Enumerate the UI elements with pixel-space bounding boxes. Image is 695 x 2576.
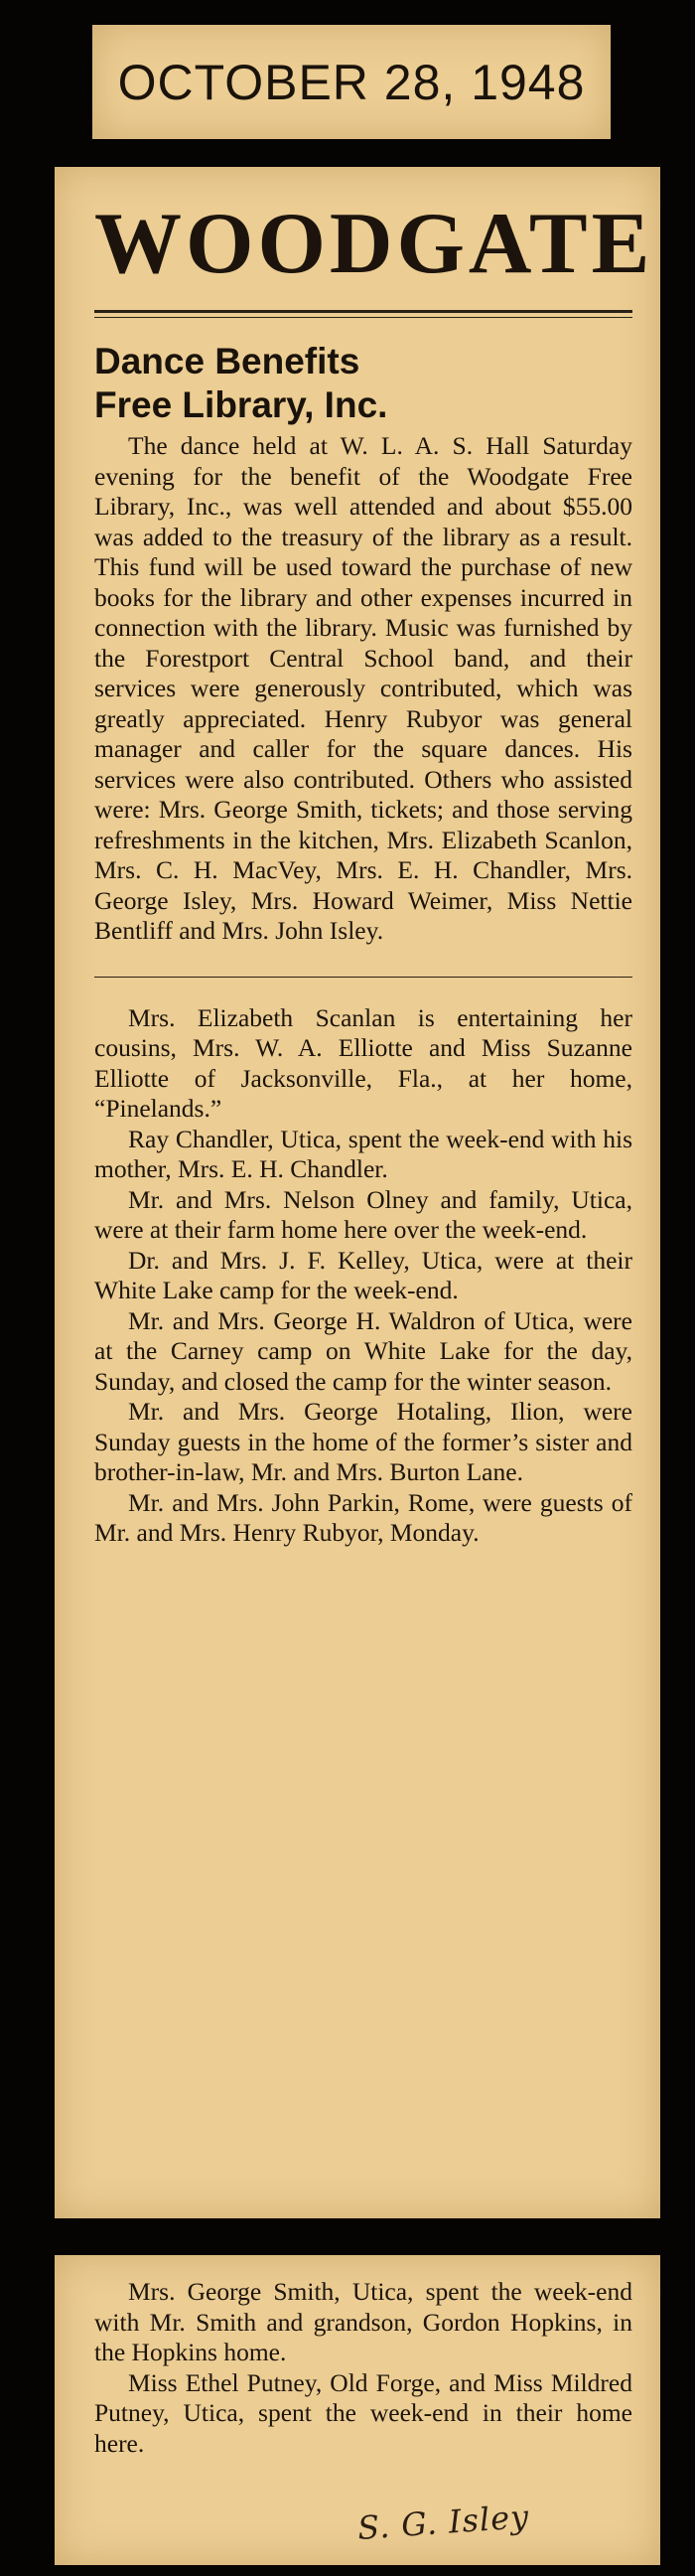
article-headline — [94, 340, 632, 427]
news-item: Mr. and Mrs. George Hotaling, Ilion, were Sunday guests in the home of the former’s sister and brother-in-law, Mr. and Mrs. Burton Lane. — [94, 1397, 632, 1486]
news-item: Dr. and Mrs. J. F. Kelley, Utica, were at their White Lake camp for the week-end. — [94, 1245, 632, 1304]
news-item: Miss Ethel Putney, Old Forge, and Miss Mildred Putney, Utica, spent the week-end in their home here. — [94, 2367, 632, 2458]
masthead-title: WOODGATE — [94, 196, 654, 292]
news-item: Mrs. Elizabeth Scanlan is entertaining her cousins, Mrs. W. A. Elliotte and Miss Suzanne Elliotte of Jacksonville, Fla., at her home, “Pinelands.” — [94, 1002, 632, 1123]
news-item: Mr. and Mrs. John Parkin, Rome, were guests of Mr. and Mrs. Henry Rubyor, Monday. — [94, 1487, 632, 1547]
news-item: Ray Chandler, Utica, spent the week-end with his mother, Mrs. E. H. Chandler. — [94, 1124, 632, 1183]
date-clipping — [92, 25, 611, 139]
bottom-clipping — [55, 2255, 660, 2565]
masthead-rule-heavy — [94, 310, 632, 313]
section-separator — [94, 977, 632, 978]
news-item: Mrs. George Smith, Utica, spent the week-end with Mr. Smith and grandson, Gordon Hopkins, in the Hopkins home. — [94, 2277, 632, 2366]
lead-paragraph: The dance held at W. L. A. S. Hall Saturday evening for the benefit of the Woodgate Free Library, Inc., was well attended and about $55.00 was added to the treasury of the library as a result. This fund will be used toward the purchase of new books for the library and other expenses incurred in connection with the library. Music was furnished by the Forestport Central School band, and their services were generously contributed, which was greatly appreciated. Henry Rubyor was general manager and caller for the square dances. His services were also contributed. Others who assisted were: Mrs. George Smith, tickets; and those serving refreshments in the kitchen, Mrs. Elizabeth Scanlon, Mrs. C. H. MacVey, Mrs. E. H. Chandler, Mrs. George Isley, Mrs. Howard Weimer, Miss Nettie Bentliff and Mrs. John Isley. — [94, 431, 632, 945]
main-clipping — [55, 167, 660, 2218]
news-item: Mr. and Mrs. Nelson Olney and family, Utica, were at their farm home here over the week-end. — [94, 1184, 632, 1244]
headline-line-2: Free Library, Inc. — [94, 384, 388, 425]
news-item: Mr. and Mrs. George H. Waldron of Utica, were at the Carney camp on White Lake for the day, Sunday, and closed the camp for the winter season. — [94, 1305, 632, 1396]
publication-date: OCTOBER 28, 1948 — [117, 54, 586, 110]
headline-line-1: Dance Benefits — [94, 341, 360, 381]
masthead-rule-light — [94, 317, 632, 318]
handwritten-signature: S. G. Isley — [355, 2498, 531, 2547]
news-items — [94, 1003, 632, 1549]
